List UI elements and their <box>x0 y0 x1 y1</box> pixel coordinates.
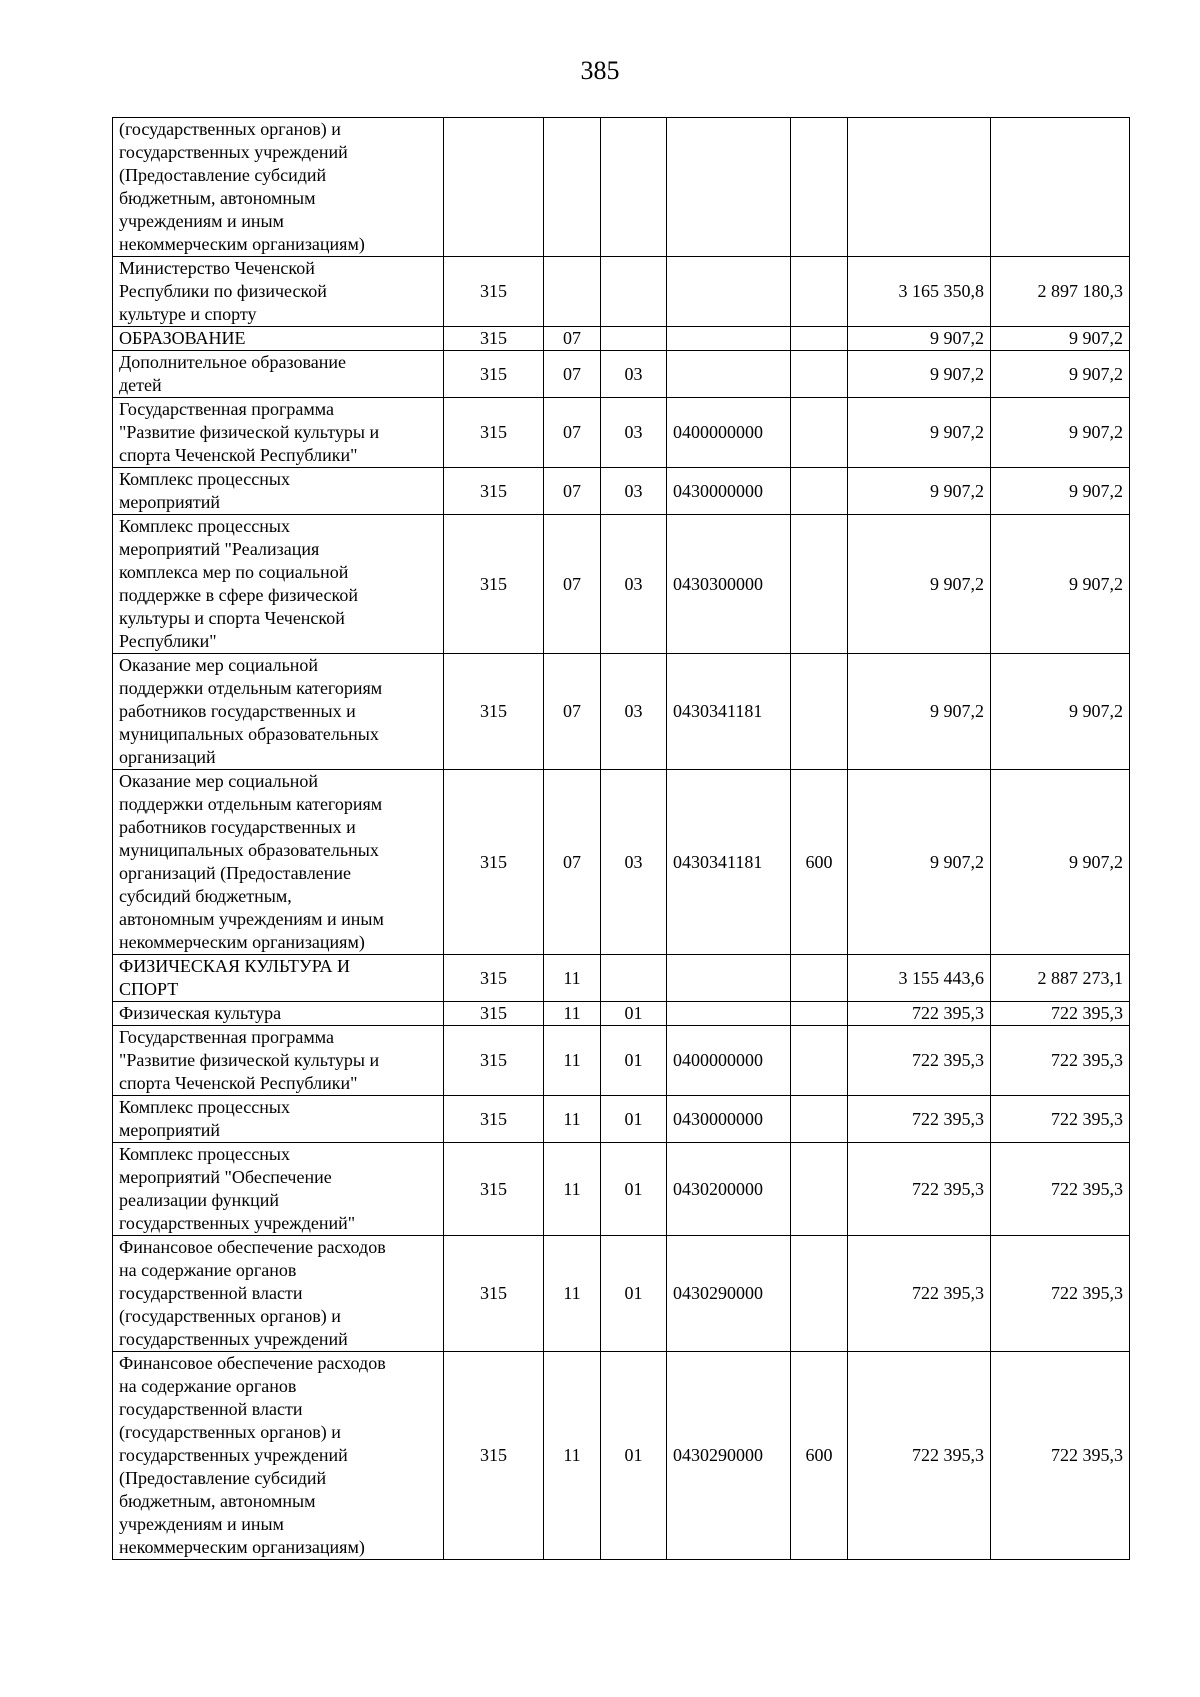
cell-expense-type <box>791 1002 848 1026</box>
cell-target-article: 0430000000 <box>667 468 791 515</box>
cell-amount-2: 2 887 273,1 <box>991 955 1130 1002</box>
cell-ministry-code: 315 <box>444 1026 544 1096</box>
cell-section <box>544 257 601 327</box>
cell-ministry-code: 315 <box>444 1002 544 1026</box>
cell-name: ФИЗИЧЕСКАЯ КУЛЬТУРА И СПОРТ <box>113 955 444 1002</box>
cell-ministry-code: 315 <box>444 351 544 398</box>
cell-amount-1: 9 907,2 <box>848 654 991 770</box>
cell-ministry-code: 315 <box>444 1096 544 1143</box>
cell-subsection: 01 <box>601 1002 667 1026</box>
table-row <box>113 468 1130 515</box>
cell-ministry-code: 315 <box>444 398 544 468</box>
cell-section: 11 <box>544 1096 601 1143</box>
table-row <box>113 955 1130 1002</box>
cell-amount-2: 722 395,3 <box>991 1143 1130 1236</box>
cell-target-article: 0430300000 <box>667 515 791 654</box>
cell-ministry-code: 315 <box>444 955 544 1002</box>
cell-amount-2: 2 897 180,3 <box>991 257 1130 327</box>
cell-expense-type <box>791 1096 848 1143</box>
cell-amount-2: 9 907,2 <box>991 351 1130 398</box>
table-row <box>113 515 1130 654</box>
cell-amount-1: 9 907,2 <box>848 327 991 351</box>
cell-target-article: 0430290000 <box>667 1236 791 1352</box>
cell-subsection: 03 <box>601 770 667 955</box>
cell-expense-type <box>791 398 848 468</box>
cell-ministry-code: 315 <box>444 1352 544 1560</box>
cell-expense-type <box>791 468 848 515</box>
cell-name: Комплекс процессных мероприятий "Обеспечение реализации функций государственных учреждений" <box>113 1143 444 1236</box>
cell-amount-2: 722 395,3 <box>991 1002 1130 1026</box>
cell-target-article: 0430000000 <box>667 1096 791 1143</box>
cell-target-article <box>667 118 791 257</box>
cell-ministry-code: 315 <box>444 1143 544 1236</box>
cell-name: ОБРАЗОВАНИЕ <box>113 327 444 351</box>
cell-subsection: 01 <box>601 1352 667 1560</box>
table-row <box>113 770 1130 955</box>
cell-amount-2: 9 907,2 <box>991 327 1130 351</box>
cell-expense-type <box>791 1236 848 1352</box>
cell-section: 07 <box>544 515 601 654</box>
cell-ministry-code: 315 <box>444 770 544 955</box>
cell-target-article <box>667 327 791 351</box>
cell-target-article: 0400000000 <box>667 1026 791 1096</box>
cell-amount-1: 9 907,2 <box>848 770 991 955</box>
cell-section: 11 <box>544 1352 601 1560</box>
cell-section: 07 <box>544 351 601 398</box>
cell-section: 07 <box>544 468 601 515</box>
cell-amount-1: 722 395,3 <box>848 1026 991 1096</box>
table-row <box>113 257 1130 327</box>
cell-ministry-code: 315 <box>444 327 544 351</box>
table-body <box>113 118 1130 1560</box>
cell-section: 07 <box>544 398 601 468</box>
table-row <box>113 1002 1130 1026</box>
cell-expense-type <box>791 118 848 257</box>
cell-ministry-code: 315 <box>444 654 544 770</box>
cell-amount-1: 722 395,3 <box>848 1352 991 1560</box>
cell-amount-1: 722 395,3 <box>848 1143 991 1236</box>
cell-ministry-code: 315 <box>444 1236 544 1352</box>
cell-ministry-code: 315 <box>444 257 544 327</box>
cell-target-article: 0430341181 <box>667 654 791 770</box>
cell-expense-type <box>791 654 848 770</box>
cell-expense-type <box>791 327 848 351</box>
cell-name: Дополнительное образование детей <box>113 351 444 398</box>
cell-amount-2: 9 907,2 <box>991 468 1130 515</box>
table-row <box>113 327 1130 351</box>
cell-amount-2 <box>991 118 1130 257</box>
cell-section: 11 <box>544 1026 601 1096</box>
cell-subsection: 01 <box>601 1096 667 1143</box>
cell-amount-1: 3 165 350,8 <box>848 257 991 327</box>
cell-target-article <box>667 257 791 327</box>
table-row <box>113 351 1130 398</box>
table-row <box>113 1026 1130 1096</box>
cell-name: Оказание мер социальной поддержки отдельным категориям работников государственных и муниципальных образовательных организаций (Предоставление субсидий бюджетным, автономным учреждениям и иным некоммерческим организациям) <box>113 770 444 955</box>
cell-target-article <box>667 1002 791 1026</box>
cell-amount-1: 3 155 443,6 <box>848 955 991 1002</box>
cell-subsection: 01 <box>601 1026 667 1096</box>
cell-amount-2: 722 395,3 <box>991 1352 1130 1560</box>
cell-name: Оказание мер социальной поддержки отдельным категориям работников государственных и муниципальных образовательных организаций <box>113 654 444 770</box>
cell-section: 11 <box>544 1236 601 1352</box>
table-row <box>113 1096 1130 1143</box>
cell-amount-1: 722 395,3 <box>848 1002 991 1026</box>
cell-amount-2: 9 907,2 <box>991 515 1130 654</box>
cell-name: Министерство Чеченской Республики по физической культуре и спорту <box>113 257 444 327</box>
cell-expense-type <box>791 351 848 398</box>
table-row <box>113 1236 1130 1352</box>
cell-amount-1: 9 907,2 <box>848 398 991 468</box>
cell-expense-type <box>791 515 848 654</box>
cell-target-article: 0400000000 <box>667 398 791 468</box>
cell-section: 11 <box>544 1143 601 1236</box>
cell-subsection <box>601 955 667 1002</box>
table-row <box>113 1352 1130 1560</box>
cell-name: Государственная программа "Развитие физической культуры и спорта Чеченской Республики" <box>113 398 444 468</box>
cell-target-article: 0430290000 <box>667 1352 791 1560</box>
cell-name: Финансовое обеспечение расходов на содержание органов государственной власти (государственных органов) и государственных учреждений (Предоставление субсидий бюджетным, автономным учреждениям и иным некоммерческим организациям) <box>113 1352 444 1560</box>
budget-table <box>112 117 1130 1560</box>
cell-subsection: 01 <box>601 1143 667 1236</box>
cell-name: (государственных органов) и государственных учреждений (Предоставление субсидий бюджетным, автономным учреждениям и иным некоммерческим организациям) <box>113 118 444 257</box>
cell-amount-2: 722 395,3 <box>991 1236 1130 1352</box>
cell-subsection: 03 <box>601 515 667 654</box>
cell-ministry-code: 315 <box>444 468 544 515</box>
cell-amount-1: 9 907,2 <box>848 468 991 515</box>
cell-subsection <box>601 327 667 351</box>
cell-expense-type: 600 <box>791 1352 848 1560</box>
cell-target-article: 0430341181 <box>667 770 791 955</box>
cell-name: Физическая культура <box>113 1002 444 1026</box>
cell-section: 11 <box>544 955 601 1002</box>
cell-target-article <box>667 351 791 398</box>
cell-subsection: 03 <box>601 398 667 468</box>
cell-amount-2: 722 395,3 <box>991 1096 1130 1143</box>
cell-amount-2: 722 395,3 <box>991 1026 1130 1096</box>
cell-section: 11 <box>544 1002 601 1026</box>
cell-name: Комплекс процессных мероприятий <box>113 1096 444 1143</box>
table-row <box>113 1143 1130 1236</box>
cell-section: 07 <box>544 654 601 770</box>
cell-name: Комплекс процессных мероприятий <box>113 468 444 515</box>
cell-subsection: 03 <box>601 654 667 770</box>
cell-target-article: 0430200000 <box>667 1143 791 1236</box>
cell-name: Государственная программа "Развитие физической культуры и спорта Чеченской Республики" <box>113 1026 444 1096</box>
cell-expense-type: 600 <box>791 770 848 955</box>
cell-ministry-code <box>444 118 544 257</box>
cell-amount-1: 722 395,3 <box>848 1096 991 1143</box>
cell-target-article <box>667 955 791 1002</box>
cell-section: 07 <box>544 770 601 955</box>
cell-subsection: 03 <box>601 351 667 398</box>
table-row <box>113 398 1130 468</box>
cell-subsection: 03 <box>601 468 667 515</box>
cell-amount-1: 9 907,2 <box>848 351 991 398</box>
cell-subsection: 01 <box>601 1236 667 1352</box>
cell-amount-1 <box>848 118 991 257</box>
cell-amount-2: 9 907,2 <box>991 654 1130 770</box>
cell-ministry-code: 315 <box>444 515 544 654</box>
cell-amount-1: 722 395,3 <box>848 1236 991 1352</box>
cell-subsection <box>601 118 667 257</box>
cell-amount-2: 9 907,2 <box>991 398 1130 468</box>
table-row <box>113 654 1130 770</box>
cell-expense-type <box>791 1143 848 1236</box>
table-row <box>113 118 1130 257</box>
cell-subsection <box>601 257 667 327</box>
page-number: 385 <box>580 56 620 85</box>
cell-expense-type <box>791 1026 848 1096</box>
cell-expense-type <box>791 257 848 327</box>
cell-section <box>544 118 601 257</box>
cell-amount-1: 9 907,2 <box>848 515 991 654</box>
cell-name: Финансовое обеспечение расходов на содержание органов государственной власти (государственных органов) и государственных учреждений <box>113 1236 444 1352</box>
cell-name: Комплекс процессных мероприятий "Реализация комплекса мер по социальной поддержке в сфере физической культуры и спорта Чеченской Республики" <box>113 515 444 654</box>
cell-expense-type <box>791 955 848 1002</box>
cell-section: 07 <box>544 327 601 351</box>
cell-amount-2: 9 907,2 <box>991 770 1130 955</box>
